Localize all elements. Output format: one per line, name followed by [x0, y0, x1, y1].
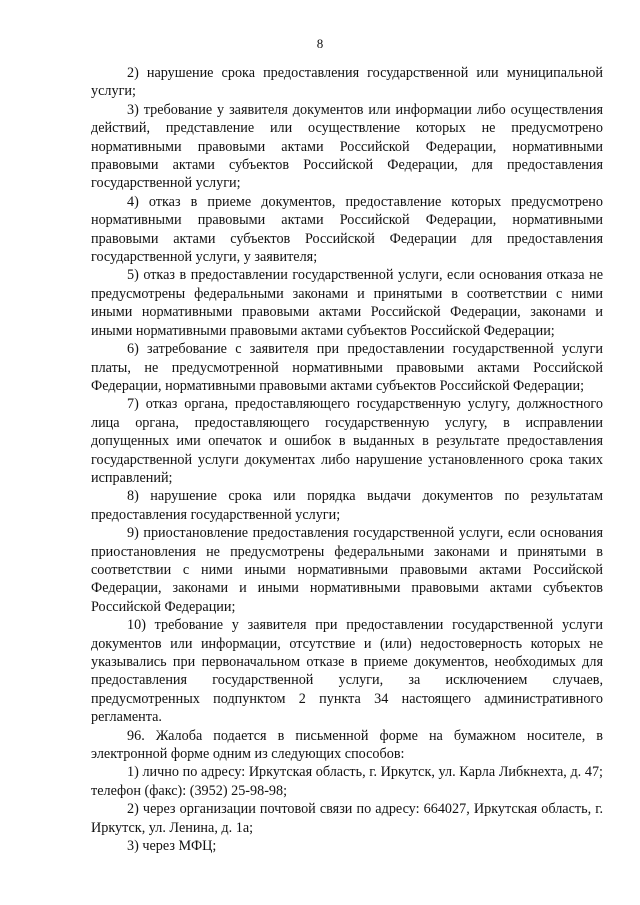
list-item-8: 8) нарушение срока или порядка выдачи документов по результатам предоставления государственной услуги;: [91, 488, 603, 523]
section-96-paragraph: 96. Жалоба подается в письменной форме на бумажном носителе, в электронной форме одним из следующих способов:: [91, 727, 603, 763]
list-item-2: 2) нарушение срока предоставления государственной или муниципальной услуги;: [91, 65, 603, 100]
list-item-6: 6) затребование с заявителя при предоставлении государственной услуги платы, не предусмотренной нормативными правовыми актами Российской Федерации, нормативными правовыми актами субъектов Российской Федерации;: [91, 341, 603, 394]
list-item-4: 4) отказ в приеме документов, предоставление которых предусмотрено нормативными правовыми актами Российской Федерации, нормативными правовыми актами субъектов Российской Федерации для предоставления государственной услуги, у заявителя;: [91, 193, 603, 266]
list-item-5: 5) отказ в предоставлении государственной услуги, если основания отказа не предусмотрены федеральными законами и принятыми в соответствии с ними иными нормативными правовыми актами Российской Федерации, законами и иными нормативными правовыми актами субъектов Российской Федерации;: [91, 267, 603, 339]
page-number: 8: [316, 36, 324, 51]
list-item-3: 3) требование у заявителя документов или информации либо осуществления действий, представление или осуществление которых не предусмотрено нормативными правовыми актами Российской Федерации, нормативными правовыми актами субъектов Российской Федерации, для предоставления государственной услуги;: [91, 101, 603, 192]
submission-method-1: 1) лично по адресу: Иркутская область, г. Иркутск, ул. Карла Либкнехта, д. 47; телефон (факс): (3952) 25-98-98;: [91, 764, 603, 799]
list-item-10: 10) требование у заявителя при предоставлении государственной услуги документов или информации, отсутствие и (или) недостоверность которых не указывались при первоначальном отказе в приеме документов, необходимых для предоставления государственной услуги, за исключением случаев, предусмотренных подпунктом 2 пункта 34 настоящего административного регламента.: [91, 617, 603, 726]
submission-method-2: 2) через организации почтовой связи по адресу: 664027, Иркутская область, г. Иркутск, ул. Ленина, д. 1а;: [91, 801, 603, 836]
list-item-7: 7) отказ органа, предоставляющего государственную услугу, должностного лица органа, предоставляющего государственную услугу, в исправлении допущенных ими опечаток и ошибок в выданных в результате предоставления государственной услуги документах либо нарушение установленного срока таких исправлений;: [91, 396, 603, 486]
submission-method-3: 3) через МФЦ;: [127, 838, 217, 855]
document-body: [91, 64, 603, 855]
list-item-9: 9) приостановление предоставления государственной услуги, если основания приостановления не предусмотрены федеральными законами и принятыми в соответствии с ними иными нормативными правовыми актами Российской Федерации, законами и иными нормативными правовыми актами субъектов Российской Федерации;: [91, 525, 603, 615]
